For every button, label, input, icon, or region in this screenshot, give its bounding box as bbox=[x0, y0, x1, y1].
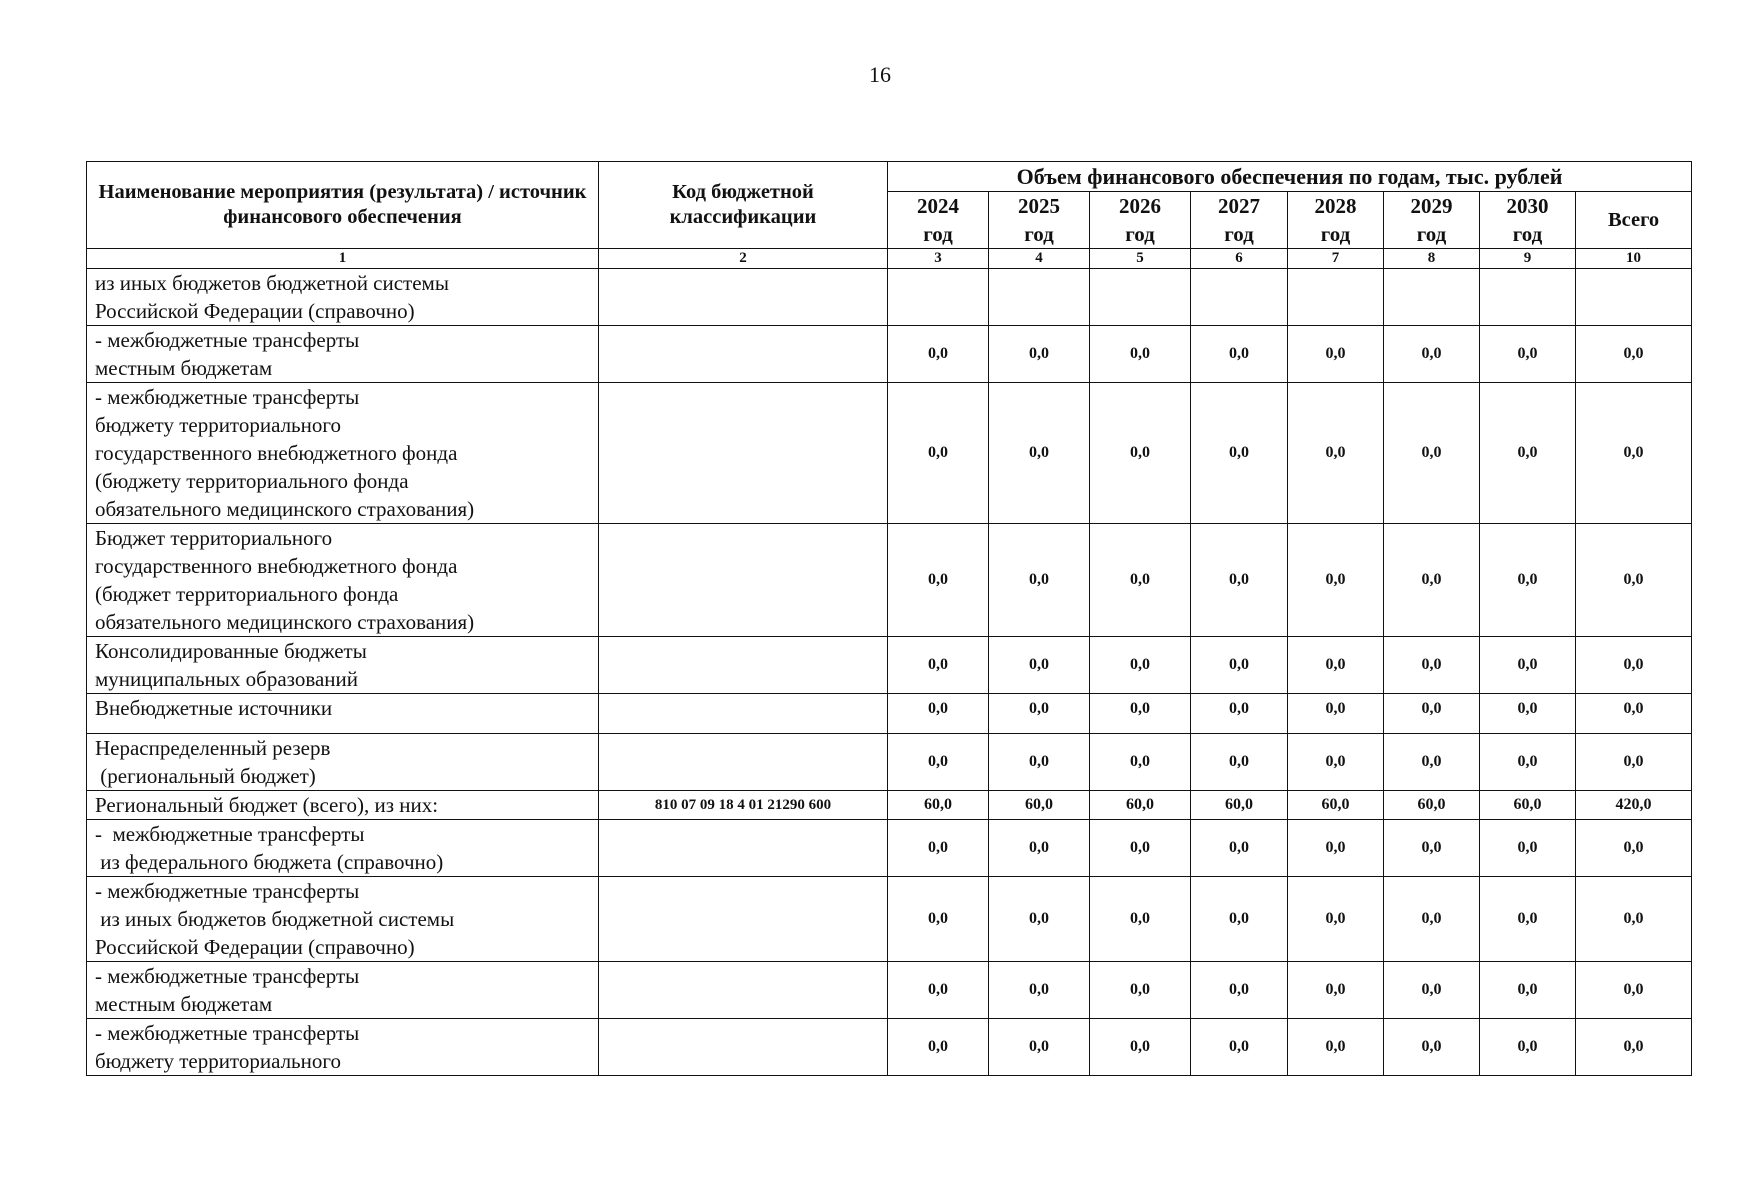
row-value: 0,0 bbox=[888, 326, 989, 383]
row-code bbox=[599, 269, 888, 326]
row-value: 0,0 bbox=[1480, 1019, 1576, 1076]
row-value: 0,0 bbox=[989, 877, 1090, 962]
row-value: 60,0 bbox=[1090, 791, 1191, 820]
row-value: 60,0 bbox=[989, 791, 1090, 820]
row-value: 60,0 bbox=[1191, 791, 1288, 820]
row-value: 0,0 bbox=[1288, 524, 1384, 637]
row-value: 0,0 bbox=[1090, 1019, 1191, 1076]
header-year-suffix: год bbox=[1224, 222, 1254, 246]
row-value: 0,0 bbox=[1384, 962, 1480, 1019]
row-value: 0,0 bbox=[989, 694, 1090, 734]
row-value: 0,0 bbox=[1288, 637, 1384, 694]
row-value: 0,0 bbox=[888, 524, 989, 637]
row-code bbox=[599, 962, 888, 1019]
row-value: 0,0 bbox=[888, 820, 989, 877]
row-value bbox=[1576, 269, 1692, 326]
row-value: 0,0 bbox=[1191, 734, 1288, 791]
header-total: Всего bbox=[1576, 192, 1692, 249]
row-value: 0,0 bbox=[1191, 820, 1288, 877]
column-number: 2 bbox=[599, 249, 888, 269]
row-name: Консолидированные бюджеты муниципальных образований bbox=[87, 637, 599, 694]
row-value: 0,0 bbox=[1384, 694, 1480, 734]
header-year-0 bbox=[888, 192, 989, 249]
row-value: 0,0 bbox=[1576, 734, 1692, 791]
row-value bbox=[1480, 269, 1576, 326]
row-value: 0,0 bbox=[1576, 637, 1692, 694]
row-name: - межбюджетные трансферты бюджету территориального bbox=[87, 1019, 599, 1076]
column-number: 10 bbox=[1576, 249, 1692, 269]
row-value: 0,0 bbox=[1288, 694, 1384, 734]
header-year-value: 2024 bbox=[917, 194, 959, 218]
row-value: 0,0 bbox=[1576, 1019, 1692, 1076]
row-value: 0,0 bbox=[1576, 326, 1692, 383]
row-value: 0,0 bbox=[1191, 877, 1288, 962]
row-value: 0,0 bbox=[1288, 820, 1384, 877]
row-code bbox=[599, 820, 888, 877]
row-name: Нераспределенный резерв (региональный бюджет) bbox=[87, 734, 599, 791]
row-value: 0,0 bbox=[888, 734, 989, 791]
column-number: 7 bbox=[1288, 249, 1384, 269]
row-value: 0,0 bbox=[989, 326, 1090, 383]
header-year-2 bbox=[1090, 192, 1191, 249]
row-value: 0,0 bbox=[1480, 326, 1576, 383]
row-value: 0,0 bbox=[1576, 524, 1692, 637]
table-row bbox=[87, 694, 1692, 734]
row-value: 0,0 bbox=[1576, 962, 1692, 1019]
header-volume: Объем финансового обеспечения по годам, тыс. рублей bbox=[888, 162, 1692, 192]
row-name: - межбюджетные трансферты из федерального бюджета (справочно) bbox=[87, 820, 599, 877]
header-year-4 bbox=[1288, 192, 1384, 249]
row-value: 0,0 bbox=[1090, 524, 1191, 637]
row-code: 810 07 09 18 4 01 21290 600 bbox=[599, 791, 888, 820]
header-year-suffix: год bbox=[1320, 222, 1351, 246]
row-value: 0,0 bbox=[989, 820, 1090, 877]
row-value: 0,0 bbox=[1288, 383, 1384, 524]
row-code bbox=[599, 734, 888, 791]
header-year-1 bbox=[989, 192, 1090, 249]
table-row bbox=[87, 637, 1692, 694]
row-value: 0,0 bbox=[1191, 326, 1288, 383]
table-row bbox=[87, 383, 1692, 524]
table-row bbox=[87, 962, 1692, 1019]
row-value: 0,0 bbox=[1384, 524, 1480, 637]
header-year-suffix: год bbox=[1024, 222, 1054, 246]
table-row bbox=[87, 269, 1692, 326]
row-value: 0,0 bbox=[1090, 694, 1191, 734]
header-year-3 bbox=[1191, 192, 1288, 249]
row-value: 0,0 bbox=[1191, 694, 1288, 734]
header-year-suffix: год bbox=[923, 222, 953, 246]
row-value: 60,0 bbox=[1384, 791, 1480, 820]
row-value: 0,0 bbox=[1480, 877, 1576, 962]
row-value: 0,0 bbox=[1384, 383, 1480, 524]
row-value: 0,0 bbox=[1090, 326, 1191, 383]
row-name: Внебюджетные источники bbox=[87, 694, 599, 734]
row-name: Региональный бюджет (всего), из них: bbox=[87, 791, 599, 820]
table-row bbox=[87, 524, 1692, 637]
row-value: 0,0 bbox=[1191, 1019, 1288, 1076]
column-number: 8 bbox=[1384, 249, 1480, 269]
row-value bbox=[1191, 269, 1288, 326]
row-value bbox=[888, 269, 989, 326]
header-year-suffix: год bbox=[1125, 222, 1155, 246]
row-value: 0,0 bbox=[989, 637, 1090, 694]
row-value: 0,0 bbox=[1384, 637, 1480, 694]
page-number: 16 bbox=[869, 62, 891, 87]
row-value: 0,0 bbox=[989, 383, 1090, 524]
row-value: 0,0 bbox=[1576, 694, 1692, 734]
row-value: 0,0 bbox=[1090, 637, 1191, 694]
row-value: 0,0 bbox=[1288, 326, 1384, 383]
row-value: 60,0 bbox=[1288, 791, 1384, 820]
row-value: 0,0 bbox=[989, 734, 1090, 791]
row-value: 0,0 bbox=[1288, 877, 1384, 962]
row-value: 0,0 bbox=[989, 524, 1090, 637]
header-year-value: 2028 bbox=[1314, 194, 1357, 218]
row-value: 0,0 bbox=[888, 877, 989, 962]
row-name: - межбюджетные трансферты местным бюджетам bbox=[87, 962, 599, 1019]
row-value: 0,0 bbox=[1384, 877, 1480, 962]
row-value: 0,0 bbox=[1480, 383, 1576, 524]
row-value: 420,0 bbox=[1576, 791, 1692, 820]
row-code bbox=[599, 694, 888, 734]
header-year-value: 2027 bbox=[1218, 194, 1260, 218]
row-value: 0,0 bbox=[1191, 383, 1288, 524]
row-value: 0,0 bbox=[1191, 637, 1288, 694]
header-year-value: 2030 bbox=[1506, 194, 1549, 218]
row-code bbox=[599, 524, 888, 637]
row-value: 0,0 bbox=[1480, 820, 1576, 877]
row-value bbox=[1090, 269, 1191, 326]
table-row bbox=[87, 326, 1692, 383]
table-row bbox=[87, 877, 1692, 962]
row-value: 0,0 bbox=[1576, 877, 1692, 962]
row-value: 0,0 bbox=[1480, 962, 1576, 1019]
row-value bbox=[989, 269, 1090, 326]
header-year-5 bbox=[1384, 192, 1480, 249]
header-code: Код бюджетной классификации bbox=[599, 162, 888, 249]
column-number: 1 bbox=[87, 249, 599, 269]
row-value: 60,0 bbox=[888, 791, 989, 820]
header-year-6 bbox=[1480, 192, 1576, 249]
row-value: 0,0 bbox=[1384, 326, 1480, 383]
row-value: 0,0 bbox=[1288, 734, 1384, 791]
row-name: - межбюджетные трансферты бюджету территориального государственного внебюджетного фонда (бюджету территориального фонда обязательного медицинского страхования) bbox=[87, 383, 599, 524]
column-number: 5 bbox=[1090, 249, 1191, 269]
row-code bbox=[599, 1019, 888, 1076]
row-value: 0,0 bbox=[1090, 820, 1191, 877]
header-year-suffix: год bbox=[1416, 222, 1447, 246]
header-year-value: 2025 bbox=[1018, 194, 1060, 218]
header-year-suffix: год bbox=[1512, 222, 1543, 246]
row-code bbox=[599, 383, 888, 524]
row-value: 0,0 bbox=[1576, 820, 1692, 877]
row-value: 0,0 bbox=[888, 383, 989, 524]
row-value: 0,0 bbox=[1480, 524, 1576, 637]
row-value: 0,0 bbox=[1576, 383, 1692, 524]
row-value: 0,0 bbox=[888, 1019, 989, 1076]
table-row bbox=[87, 734, 1692, 791]
row-name: Бюджет территориального государственного внебюджетного фонда (бюджет территориального фонда обязательного медицинского страхования) bbox=[87, 524, 599, 637]
row-value: 0,0 bbox=[1384, 820, 1480, 877]
row-value: 0,0 bbox=[1090, 383, 1191, 524]
header-year-value: 2026 bbox=[1119, 194, 1161, 218]
row-value: 0,0 bbox=[1384, 734, 1480, 791]
column-number: 6 bbox=[1191, 249, 1288, 269]
row-name: - межбюджетные трансферты из иных бюджетов бюджетной системы Российской Федерации (справочно) bbox=[87, 877, 599, 962]
table-row bbox=[87, 1019, 1692, 1076]
row-value: 0,0 bbox=[1288, 962, 1384, 1019]
header-name: Наименование мероприятия (результата) / источник финансового обеспечения bbox=[87, 162, 599, 249]
column-number: 4 bbox=[989, 249, 1090, 269]
row-value bbox=[1288, 269, 1384, 326]
row-value: 0,0 bbox=[1191, 524, 1288, 637]
row-value: 0,0 bbox=[1480, 637, 1576, 694]
header-year-value: 2029 bbox=[1410, 194, 1453, 218]
row-value: 0,0 bbox=[1090, 877, 1191, 962]
row-code bbox=[599, 877, 888, 962]
row-value: 0,0 bbox=[888, 962, 989, 1019]
row-value: 0,0 bbox=[1384, 1019, 1480, 1076]
row-name: из иных бюджетов бюджетной системы Российской Федерации (справочно) bbox=[87, 269, 599, 326]
financing-table bbox=[86, 161, 1692, 1076]
row-value: 0,0 bbox=[888, 694, 989, 734]
column-number: 3 bbox=[888, 249, 989, 269]
row-value: 0,0 bbox=[1288, 1019, 1384, 1076]
row-value: 0,0 bbox=[1480, 734, 1576, 791]
row-value: 60,0 bbox=[1480, 791, 1576, 820]
row-value: 0,0 bbox=[989, 1019, 1090, 1076]
row-name: - межбюджетные трансферты местным бюджетам bbox=[87, 326, 599, 383]
column-number: 9 bbox=[1480, 249, 1576, 269]
row-value: 0,0 bbox=[989, 962, 1090, 1019]
row-value: 0,0 bbox=[1480, 694, 1576, 734]
table-row bbox=[87, 820, 1692, 877]
row-value: 0,0 bbox=[1090, 962, 1191, 1019]
row-value: 0,0 bbox=[888, 637, 989, 694]
row-value bbox=[1384, 269, 1480, 326]
table-row bbox=[87, 791, 1692, 820]
row-code bbox=[599, 326, 888, 383]
row-value: 0,0 bbox=[1191, 962, 1288, 1019]
row-value: 0,0 bbox=[1090, 734, 1191, 791]
row-code bbox=[599, 637, 888, 694]
